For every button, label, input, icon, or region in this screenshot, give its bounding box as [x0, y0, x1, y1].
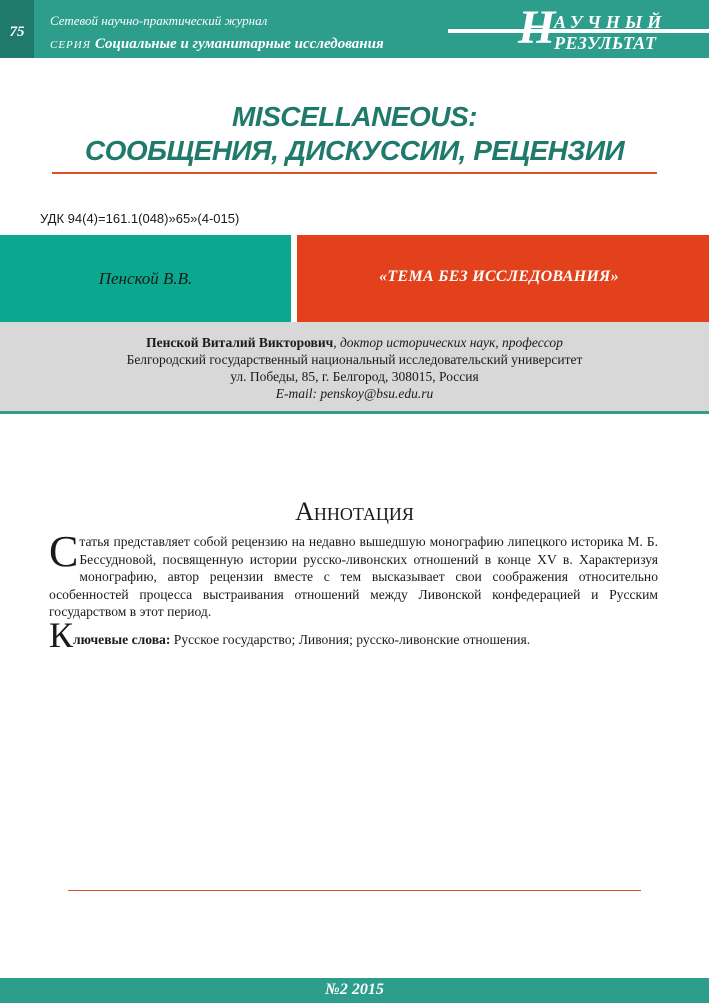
author-email[interactable]: E-mail: penskoy@bsu.edu.ru: [275, 386, 434, 401]
logo-word-1: АУЧНЫЙ: [554, 12, 667, 32]
issue-number: №2 2015: [325, 981, 384, 998]
annotation-body: татья представляет собой рецензию на недавно вышедшую монографию липецкого историка М. Б. Бессудновой, посвященную истории русско-ливонских отношений в конце XV в. Характеризуя монографию, автор рецензии вместе с тем высказывает свои соображения относительно особенностей процесса выстраивания отношений между Ливонской конфедерацией и Русским государством в этот период.: [49, 534, 658, 619]
series-name: Социальные и гуманитарные исследования: [94, 36, 384, 52]
logo-initial: Н: [518, 1, 556, 54]
author-degree: , доктор исторических наук, профессор: [333, 335, 563, 350]
section-title-line-2: СООБЩЕНИЯ, ДИСКУССИИ, РЕЦЕНЗИИ: [84, 135, 625, 166]
footnote-divider: [68, 890, 641, 891]
author-full-name: Пенской Виталий Викторович: [146, 335, 334, 350]
journal-type: Сетевой научно-практический журнал: [50, 13, 268, 28]
section-title-line-1: MISCELLANEOUS:: [232, 101, 477, 132]
logo-word-2: РЕЗУЛЬТАТ: [554, 33, 657, 53]
author-affiliation: Белгородский государственный национальный исследовательский университет: [126, 352, 583, 367]
section-title: [0, 100, 709, 168]
keywords-label: лючевые слова:: [73, 632, 171, 647]
series-label: СЕРИЯ: [50, 39, 91, 51]
keywords: [49, 615, 669, 655]
annotation-text: [49, 527, 658, 621]
title-divider: [52, 172, 657, 174]
author-info: [0, 334, 709, 402]
annotation-heading: Аннотация: [295, 497, 414, 526]
author-address: ул. Победы, 85, г. Белгород, 308015, Россия: [230, 369, 479, 384]
author-info-divider: [0, 411, 709, 414]
page-number: 75: [9, 24, 25, 40]
keywords-text: Русское государство; Ливония; русско-ливонские отношения.: [170, 632, 531, 647]
udk-code: УДК 94(4)=161.1(048)»65»(4-015): [40, 211, 240, 226]
article-title: «ТЕМА БЕЗ ИССЛЕДОВАНИЯ»: [379, 268, 619, 285]
author-short-name: Пенской В.В.: [98, 269, 193, 288]
keywords-dropcap: К: [49, 615, 74, 655]
journal-logo: [518, 1, 688, 56]
annotation-dropcap: С: [49, 527, 79, 576]
journal-series: [50, 36, 384, 53]
